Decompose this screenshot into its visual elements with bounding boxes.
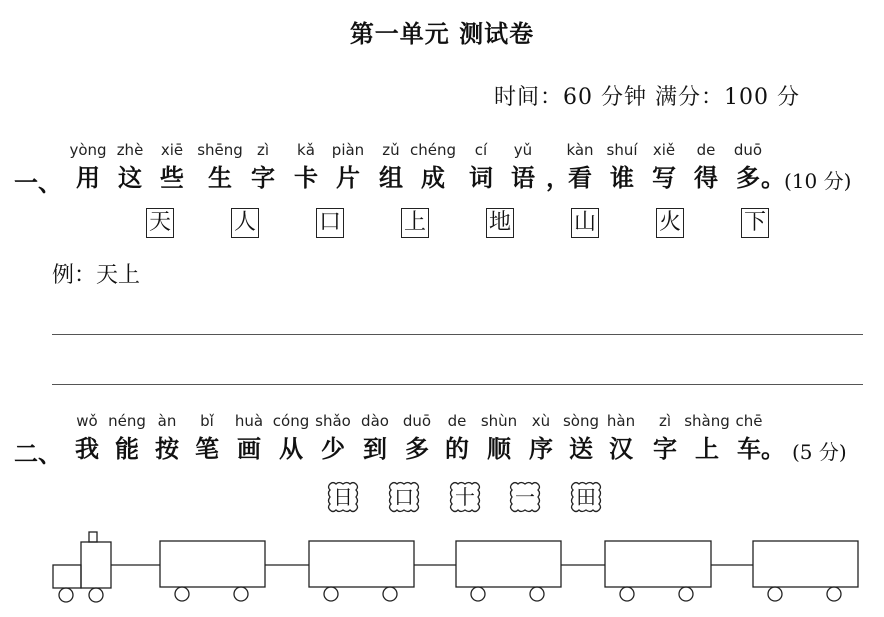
train-car-1[interactable] xyxy=(160,541,265,601)
example-answer: 例：天上 xyxy=(52,263,141,288)
q2-pinyin: cóng xyxy=(272,412,310,430)
train-car-2[interactable] xyxy=(309,541,414,601)
q1-character: 字 xyxy=(251,164,275,192)
q1-character: 语 xyxy=(511,164,535,192)
question-1-score: (10 分) xyxy=(784,169,852,193)
train-car-3[interactable] xyxy=(456,541,561,601)
q1-character: 写 xyxy=(652,164,676,192)
character-card: 口 xyxy=(316,208,344,238)
train-illustration xyxy=(0,525,884,617)
q1-pinyin: yǔ xyxy=(513,141,533,159)
q1-character: 些 xyxy=(160,164,184,192)
exam-time-and-score: 时间：60 分钟 满分：100 分 xyxy=(494,85,800,110)
q1-character: 词 xyxy=(469,164,493,192)
q2-character: 我 xyxy=(75,435,99,463)
page-title: 第一单元 测试卷 xyxy=(349,20,535,48)
question-1-number: 一、 xyxy=(14,169,62,197)
q1-character: 片 xyxy=(336,164,360,192)
q1-character: 得 xyxy=(694,164,718,192)
q2-character: 画 xyxy=(237,435,261,463)
q1-character: 组 xyxy=(379,164,403,192)
q1-pinyin: kàn xyxy=(566,141,594,159)
q2-pinyin: duō xyxy=(402,412,432,430)
train-car-4[interactable] xyxy=(605,541,711,601)
q2-character: 上 xyxy=(695,435,719,463)
q2-character: 能 xyxy=(115,435,139,463)
q2-pinyin: chē xyxy=(735,412,763,430)
question-2-score: (5 分) xyxy=(792,440,847,464)
q1-pinyin: duō xyxy=(733,141,763,159)
q2-pinyin: àn xyxy=(157,412,177,430)
q2-pinyin: hàn xyxy=(606,412,636,430)
q2-pinyin: dào xyxy=(361,412,389,430)
stamp-character[interactable] xyxy=(327,481,359,513)
q1-pinyin: shuí xyxy=(606,141,638,159)
q2-character: 送 xyxy=(569,435,593,463)
q1-pinyin: shēng xyxy=(197,141,243,159)
q1-pinyin: piàn xyxy=(331,141,365,159)
stamp-character[interactable] xyxy=(449,481,481,513)
stamp-character[interactable] xyxy=(570,481,602,513)
stamp-character-text: 日 xyxy=(333,485,353,509)
q2-pinyin: wǒ xyxy=(76,412,98,430)
question-2-number: 二、 xyxy=(14,440,62,468)
q1-character: 。 xyxy=(761,164,785,192)
stamp-character-text: 田 xyxy=(576,485,596,509)
train-car-5[interactable] xyxy=(753,541,858,601)
q1-character: 这 xyxy=(118,164,142,192)
q2-character: 笔 xyxy=(195,435,219,463)
q2-character: 序 xyxy=(529,435,553,463)
q2-pinyin: shùn xyxy=(480,412,518,430)
q1-pinyin: kǎ xyxy=(297,141,315,159)
q1-pinyin: zì xyxy=(256,141,270,159)
q1-character: 生 xyxy=(208,164,232,192)
stamp-character-text: 十 xyxy=(455,485,475,509)
q2-character: 到 xyxy=(363,435,387,463)
q2-pinyin: huà xyxy=(234,412,264,430)
character-card: 天 xyxy=(146,208,174,238)
q2-character: 少 xyxy=(321,435,345,463)
answer-line-1[interactable] xyxy=(52,334,863,335)
q1-character: 多 xyxy=(736,164,760,192)
q2-pinyin: xù xyxy=(531,412,551,430)
q1-pinyin: xiē xyxy=(160,141,184,159)
stamp-character[interactable] xyxy=(388,481,420,513)
stamp-character[interactable] xyxy=(509,481,541,513)
q2-character: 的 xyxy=(445,435,469,463)
q2-character: 多 xyxy=(405,435,429,463)
q2-pinyin: zì xyxy=(658,412,672,430)
q2-character: 字 xyxy=(653,435,677,463)
character-card: 下 xyxy=(741,208,769,238)
q2-pinyin: sòng xyxy=(562,412,600,430)
q1-character: 看 xyxy=(568,164,592,192)
answer-line-2[interactable] xyxy=(52,384,863,385)
q2-pinyin: shàng xyxy=(684,412,730,430)
q1-pinyin: yòng xyxy=(69,141,107,159)
q2-pinyin: néng xyxy=(108,412,146,430)
q2-character: 按 xyxy=(155,435,179,463)
q2-character: 汉 xyxy=(609,435,633,463)
q1-character: 卡 xyxy=(294,164,318,192)
q1-pinyin: chéng xyxy=(409,141,456,159)
q1-character: ， xyxy=(546,164,570,192)
q1-character: 成 xyxy=(421,164,445,192)
train-engine xyxy=(53,532,111,602)
q2-character: 。 xyxy=(761,435,785,463)
character-card: 山 xyxy=(571,208,599,238)
q1-pinyin: zhè xyxy=(116,141,144,159)
q1-character: 用 xyxy=(76,164,100,192)
stamp-character-text: 口 xyxy=(394,485,414,509)
q1-pinyin: xiě xyxy=(652,141,676,159)
q1-pinyin: cí xyxy=(474,141,488,159)
q2-pinyin: de xyxy=(447,412,467,430)
stamp-character-text: 一 xyxy=(515,485,535,509)
q2-pinyin: shǎo xyxy=(315,412,351,430)
q2-character: 顺 xyxy=(487,435,511,463)
q1-character: 谁 xyxy=(610,164,634,192)
q2-character: 车 xyxy=(737,435,761,463)
q2-pinyin: bǐ xyxy=(200,412,214,430)
q2-character: 从 xyxy=(279,435,303,463)
q1-pinyin: de xyxy=(696,141,716,159)
character-card: 地 xyxy=(486,208,514,238)
q1-pinyin: zǔ xyxy=(382,141,400,159)
character-card: 火 xyxy=(656,208,684,238)
character-card: 人 xyxy=(231,208,259,238)
character-card: 上 xyxy=(401,208,429,238)
